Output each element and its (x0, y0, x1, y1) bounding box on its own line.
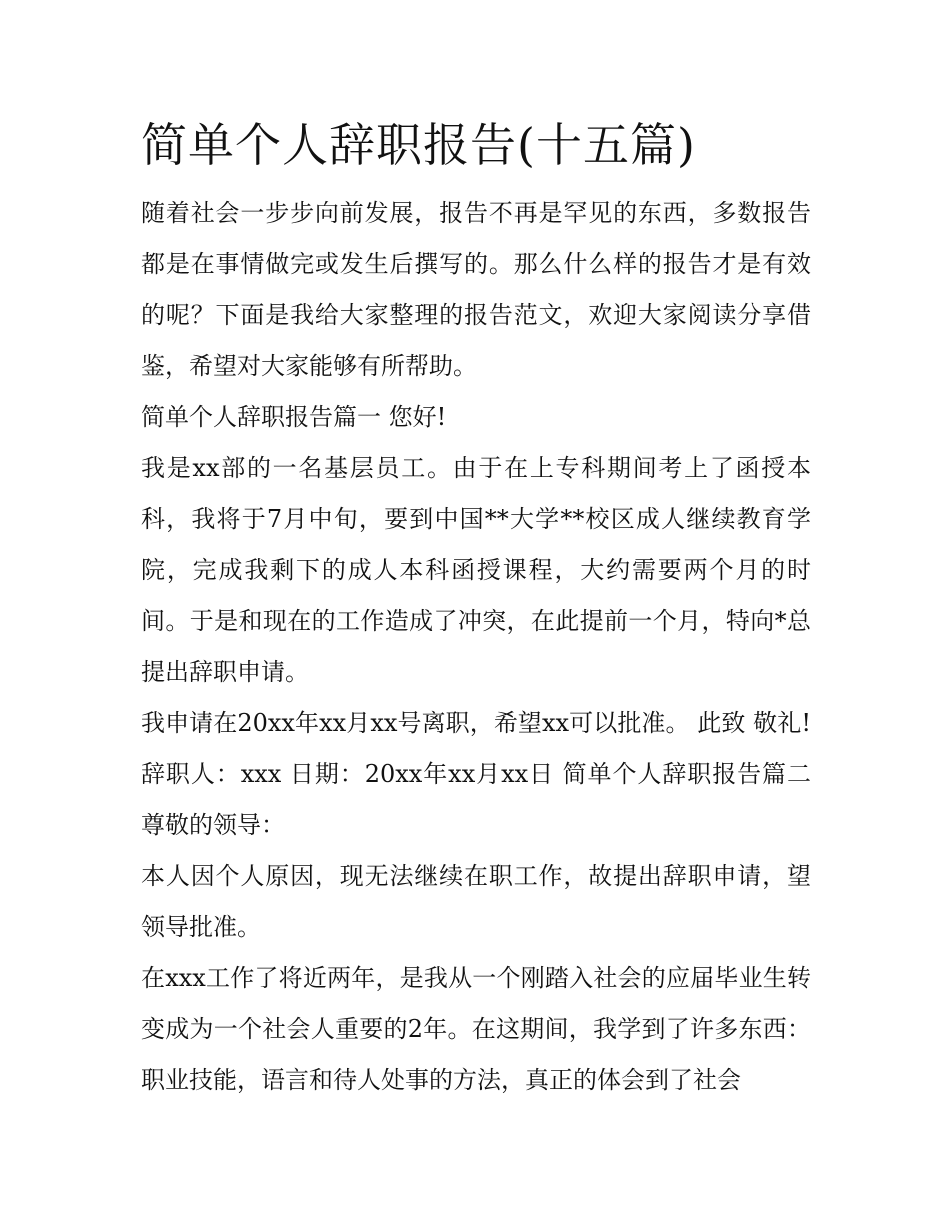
paragraph-reason: 我是xx部的一名基层员工。由于在上专科期间考上了函授本科，我将于7月中旬，要到中国**大学**校区成人继续教育学院，完成我剩下的成人本科函授课程，大约需要两个月的时间。于是和现在的工作造成了冲突，在此提前一个月，特向*总提出辞职申请。 (141, 454, 811, 686)
paragraph-section-two-request: 本人因个人原因，现无法继续在职工作，故提出辞职申请，望领导批准。 (141, 862, 811, 941)
paragraph-section-one-heading: 简单个人辞职报告篇一 您好! (141, 403, 447, 431)
paragraph-intro: 随着社会一步步向前发展，报告不再是罕见的东西，多数报告都是在事情做完或发生后撰写的。那么什么样的报告才是有效的呢？下面是我给大家整理的报告范文，欢迎大家阅读分享借鉴，希望对大家能够有所帮助。 (141, 199, 811, 380)
paragraph-experience: 在xxx工作了将近两年，是我从一个刚踏入社会的应届毕业生转变成为一个社会人重要的2年。在这期间，我学到了许多东西：职业技能，语言和待人处事的方法，真正的体会到了社会 (141, 964, 811, 1094)
document-title: 简单个人辞职报告(十五篇) (141, 118, 696, 172)
paragraph-request-and-signature: 我申请在20xx年xx月xx号离职，希望xx可以批准。 此致 敬礼! 辞职人：xxx 日期：20xx年xx月xx日 简单个人辞职报告篇二 尊敬的领导： (141, 709, 811, 839)
document-page (141, 112, 811, 1106)
